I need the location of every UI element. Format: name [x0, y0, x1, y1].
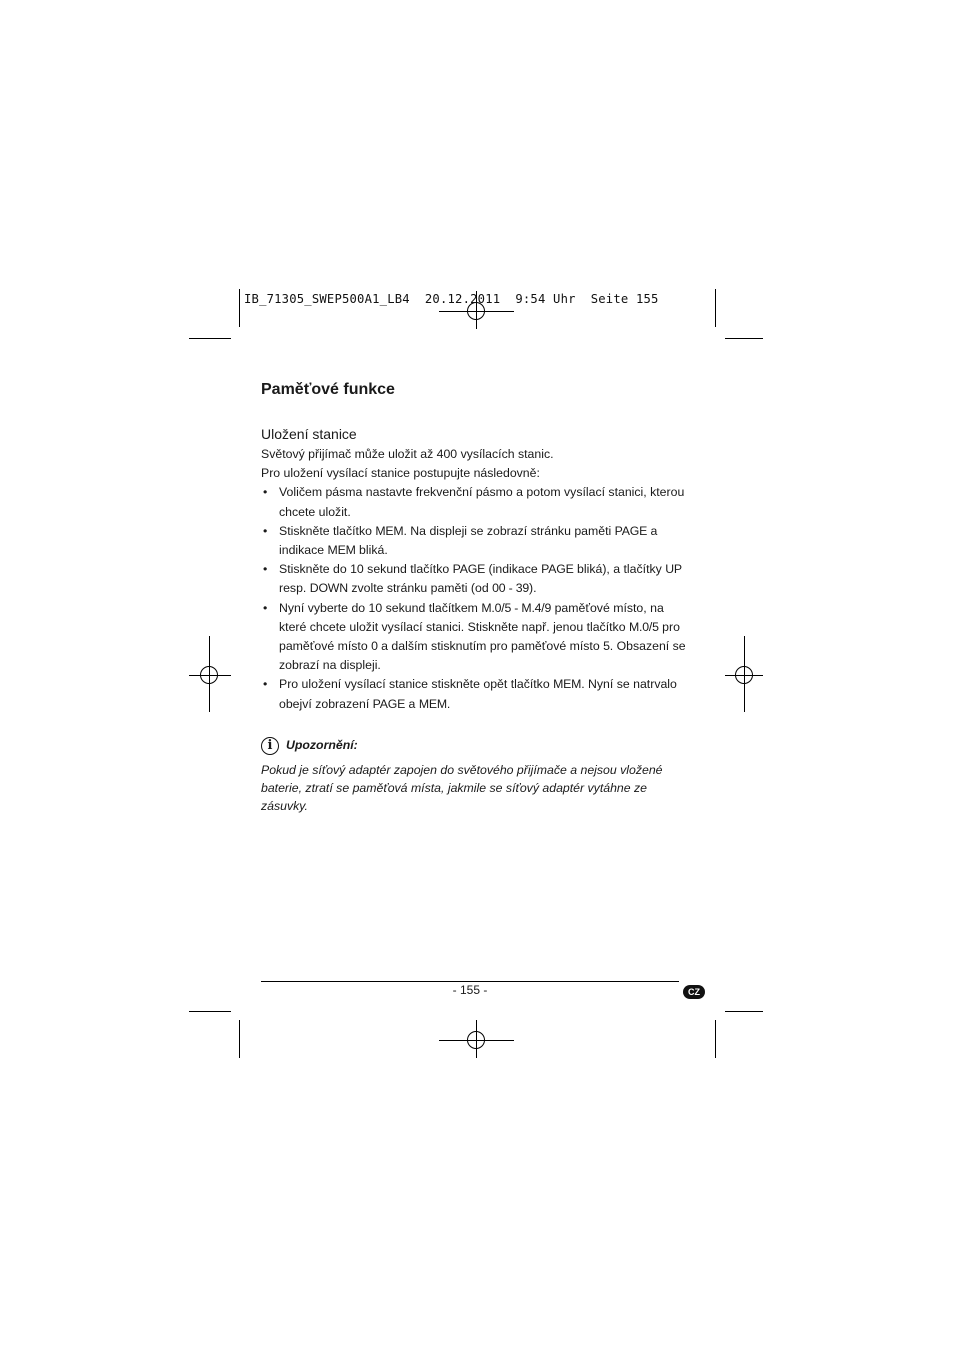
key-label: UP — [665, 562, 682, 577]
registration-mark — [200, 666, 218, 684]
registration-mark — [467, 1031, 485, 1049]
crop-mark — [715, 1020, 716, 1058]
footer-divider — [261, 981, 679, 982]
note-text: Pokud je síťový adaptér zapojen do světového přijímače a nejsou vložené baterie, ztratí se paměťová místa, jakmile se síťový adaptér vytáhne ze zásuvky. — [261, 762, 663, 813]
note-header — [261, 735, 691, 757]
list-item: • Nyní vyberte do 10 sekund tlačítkem M.0/5 - M.4/9 paměťové místo, na které chcete uložit vysílací stanici. Stiskněte např. jenou tlačítko M.0/5 pro paměťové místo 0 a dalším stisknutím pro paměťové místo 5. Obsazení se zobrazí na displeji. — [261, 599, 691, 676]
crop-mark — [239, 1020, 240, 1058]
key-label: MEM — [327, 543, 356, 558]
note-box — [261, 735, 691, 815]
note-title: Upozornění: — [286, 738, 358, 753]
instruction-list — [261, 483, 691, 713]
crop-mark — [725, 338, 763, 339]
key-label: MEM — [553, 677, 582, 692]
key-label: M.0/5 — [628, 619, 659, 634]
page-number: - 155 - — [452, 983, 488, 997]
info-icon: i — [261, 737, 279, 755]
print-slug: IB_71305_SWEP500A1_LB4 20.12.2011 9:54 Uhr Seite 155 — [244, 292, 659, 306]
subsection-title: Uložení stanice — [261, 426, 357, 442]
list-item: • Stiskněte tlačítko MEM. Na displeji se zobrazí stránku paměti PAGE a indikace MEM bliká. — [261, 522, 691, 560]
crop-mark — [715, 289, 716, 327]
key-label: PAGE — [452, 562, 486, 577]
key-label: 0 — [371, 639, 378, 654]
crop-mark — [239, 289, 240, 327]
key-label: DOWN — [309, 581, 348, 596]
page-content — [261, 378, 691, 815]
key-label: PAGE — [541, 562, 574, 577]
key-label: MEM — [375, 523, 404, 538]
list-item: • Stiskněte do 10 sekund tlačítko PAGE (indikace PAGE bliká), a tlačítky UP resp. DOWN zvolte stránku paměti (od 00 - 39). — [261, 560, 691, 598]
crop-mark — [725, 1011, 763, 1012]
key-label: PAGE — [614, 523, 648, 538]
registration-mark — [735, 666, 753, 684]
intro-line: Světový přijímač může uložit až 400 vysílacích stanic. — [261, 447, 554, 461]
key-label: 00 - 39 — [492, 581, 530, 596]
intro-line: Pro uložení vysílací stanice postupujte následovně: — [261, 466, 540, 481]
list-item: • Voličem pásma nastavte frekvenční pásmo a potom vysílací stanici, kterou chcete uložit. — [261, 483, 691, 521]
language-badge: CZ — [683, 985, 705, 999]
crop-mark — [189, 1011, 231, 1012]
crop-mark — [189, 338, 231, 339]
section-title: Paměťové funkce — [261, 381, 395, 398]
key-label: 5 — [603, 639, 610, 654]
key-label: M.0/5 - M.4/9 — [481, 600, 552, 615]
list-item: • Pro uložení vysílací stanice stiskněte opět tlačítko MEM. Nyní se natrvalo obejví zobrazení PAGE a MEM. — [261, 675, 691, 713]
key-label: PAGE — [372, 696, 406, 711]
key-label: MEM — [418, 696, 447, 711]
